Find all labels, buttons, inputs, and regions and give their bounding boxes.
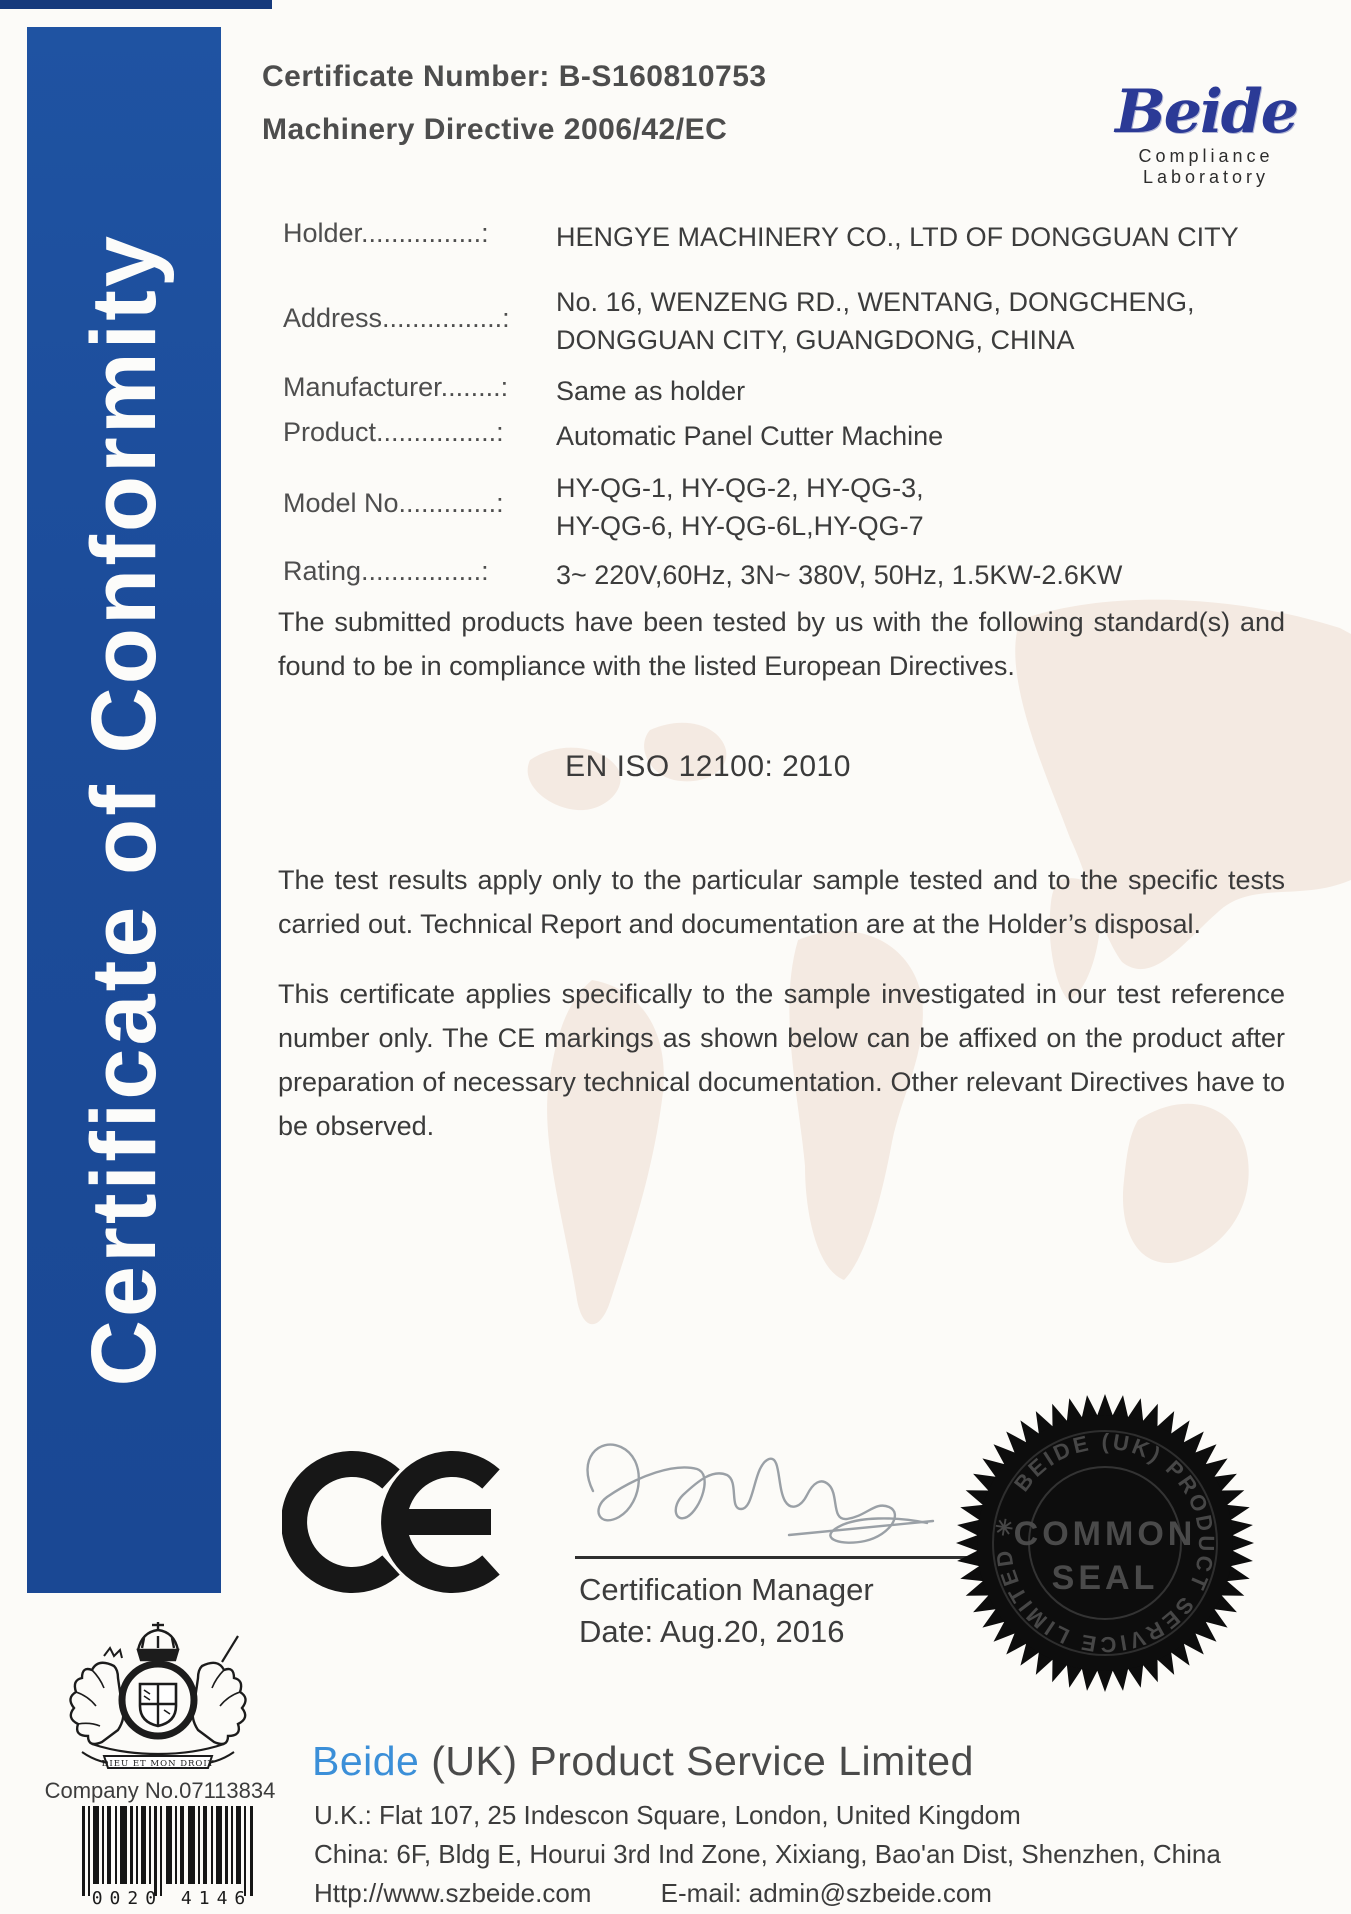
- field-value: HENGYE MACHINERY CO., LTD OF DONGGUAN CITY: [556, 222, 1239, 252]
- field-value: [556, 469, 1316, 545]
- signature-date: Date: Aug.20, 2016: [579, 1614, 845, 1649]
- coat-of-arms-motto: DIEU ET MON DROIT: [101, 1759, 215, 1769]
- footer-china-address: China: 6F, Bldg E, Hourui 3rd Ind Zone, Xixiang, Bao'an Dist, Shenzhen, China: [314, 1839, 1221, 1869]
- beide-logo: [1075, 77, 1337, 188]
- seal-ring-text: BEIDE (UK) PRODUCT SERVICE LIMITED ✳: [990, 1428, 1220, 1658]
- footer-contact-line: [314, 1878, 992, 1909]
- world-map-watermark: [300, 580, 1351, 1340]
- model-line-1: HY-QG-1, HY-QG-2, HY-QG-3,: [556, 473, 924, 503]
- model-line-2: HY-QG-6, HY-QG-6L,HY-QG-7: [556, 511, 924, 541]
- field-value: 3~ 220V,60Hz, 3N~ 380V, 50Hz, 1.5KW-2.6KW: [556, 560, 1123, 590]
- certificate-number-line: [262, 60, 767, 94]
- signature: [555, 1425, 955, 1565]
- barcode: [80, 1806, 265, 1908]
- field-label: Manufacturer........:: [283, 372, 509, 402]
- field-value: Automatic Panel Cutter Machine: [556, 421, 944, 451]
- standard-reference: EN ISO 12100: 2010: [565, 750, 851, 783]
- address-line-1: No. 16, WENZENG RD., WENTANG, DONGCHENG,: [556, 287, 1195, 317]
- field-label: Product................:: [283, 417, 504, 447]
- paragraph-test-results: The test results apply only to the particular sample tested and to the specific tests carried out. Technical Report and documentation are at the Holder’s disposal.: [278, 865, 1285, 939]
- seal-center-line2: SEAL: [1051, 1559, 1159, 1597]
- footer-email: E-mail: admin@szbeide.com: [660, 1878, 992, 1908]
- footer-website: Http://www.szbeide.com: [314, 1878, 592, 1908]
- directive-line: Machinery Directive 2006/42/EC: [262, 113, 728, 146]
- field-label: Address................:: [283, 303, 510, 333]
- beide-logo-subtitle: Compliance Laboratory: [1138, 146, 1274, 187]
- certificate-number-label: Certificate Number:: [262, 60, 550, 93]
- certificate-number-value: B-S160810753: [558, 60, 767, 93]
- common-seal: [955, 1393, 1255, 1693]
- royal-coat-of-arms: [52, 1622, 264, 1778]
- ce-mark: [282, 1440, 517, 1605]
- field-label: Holder................:: [283, 218, 489, 248]
- signatory-role: Certification Manager: [579, 1572, 874, 1607]
- field-value: Same as holder: [556, 376, 746, 406]
- banner-title: Certificate of Conformity: [72, 233, 175, 1387]
- footer-company-name: [312, 1738, 974, 1785]
- footer-uk-address: U.K.: Flat 107, 25 Indescon Square, London, United Kingdom: [314, 1800, 1021, 1830]
- field-label: Rating................:: [283, 556, 489, 586]
- company-number: Company No.07113834: [44, 1778, 276, 1803]
- paragraph-ce-markings: This certificate applies specifically to the sample investigated in our test reference number only. The CE markings as shown below can be affixed on the product after preparation of necessary technical documentation. Other relevant Directives have to be observed.: [278, 979, 1285, 1141]
- seal-center-line1: COMMON: [1013, 1515, 1197, 1553]
- paragraph-standards-intro: The submitted products have been tested by us with the following standard(s) and found to be in compliance with the listed European Directives.: [278, 607, 1285, 681]
- field-value: [556, 283, 1316, 359]
- field-label: Model No.............:: [283, 488, 504, 518]
- barcode-digits: 0020 4146: [91, 1888, 253, 1908]
- beide-logo-wordmark: Beide: [1115, 77, 1297, 147]
- footer-company-name-rest: (UK) Product Service Limited: [419, 1738, 974, 1784]
- address-line-2: DONGGUAN CITY, GUANGDONG, CHINA: [556, 325, 1075, 355]
- signature-line: [575, 1556, 967, 1559]
- certificate-banner: [27, 27, 221, 1593]
- scan-edge-strip: [0, 0, 272, 9]
- footer-company-name-brand: Beide: [312, 1738, 420, 1784]
